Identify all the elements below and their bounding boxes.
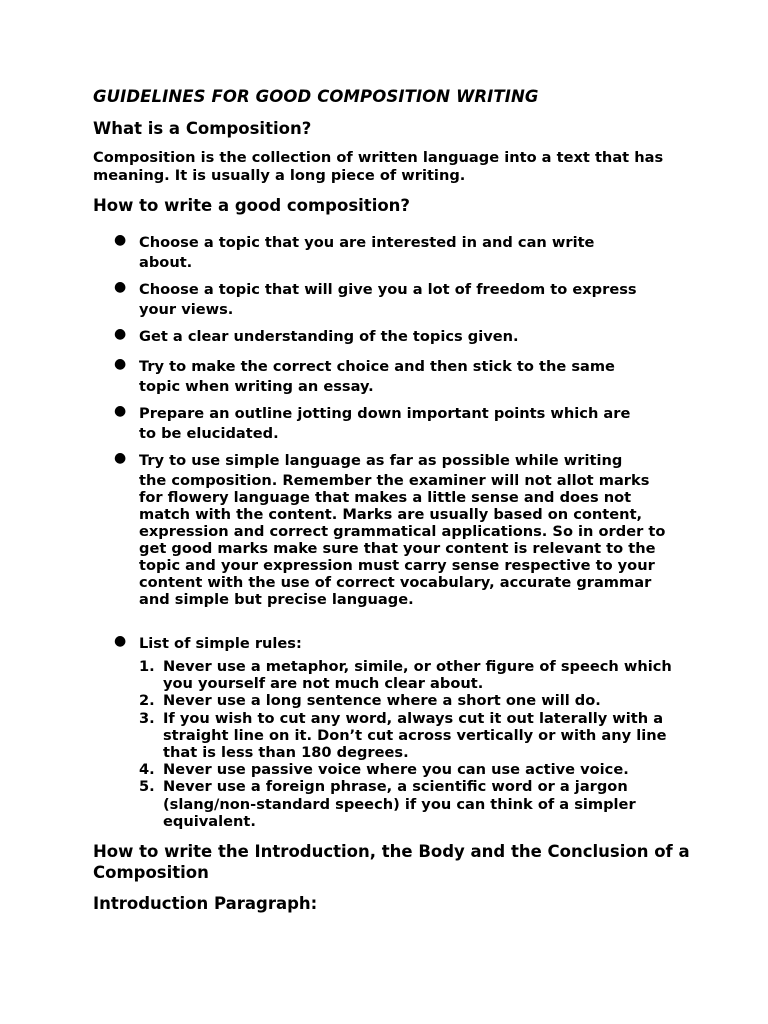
bullet-text: Choose a topic that will give you a lot of freedom to express	[139, 281, 637, 298]
bullet-icon: ●	[114, 450, 127, 466]
bullet-text: Prepare an outline jotting down important points which are	[139, 405, 631, 422]
rule-item	[139, 692, 679, 709]
bullet-text: Try to make the correct choice and then stick to the same	[139, 358, 615, 375]
bullet-item	[114, 633, 674, 655]
bullet-icon: ●	[114, 403, 127, 419]
bullet-icon: ●	[114, 633, 127, 649]
bullet-text: Try to use simple language as far as possible while writing	[139, 452, 623, 469]
bullet-icon: ●	[114, 326, 127, 342]
rule-text: If you wish to cut any word, always cut it out laterally with a straight line on it. Don’t cut across vertically or with any line that is less than 180 degrees.	[163, 709, 667, 762]
bullet-item	[114, 356, 674, 395]
rule-number: 3.	[139, 709, 155, 727]
rule-text: Never use a foreign phrase, a scientific word or a jargon (slang/non-standard speech) if you can think of a simpler equivalent.	[163, 778, 636, 830]
rule-item	[139, 658, 679, 692]
rule-item	[139, 778, 679, 830]
bullet-text-continued: topic when writing an essay.	[139, 378, 374, 395]
bullet-text: Choose a topic that you are interested in and can write	[139, 234, 595, 251]
rule-number: 4.	[139, 761, 155, 779]
heading-intro-body-conclusion: How to write the Introduction, the Body and the Conclusion of a Composition	[93, 842, 690, 882]
bullet-item	[114, 450, 674, 608]
rule-number: 1.	[139, 658, 155, 675]
rule-text: Never use a metaphor, simile, or other figure of speech which you yourself are not much clear about.	[163, 658, 672, 693]
bullet-item	[114, 279, 674, 318]
heading-what-is-composition: What is a Composition?	[93, 119, 312, 138]
bullet-item	[114, 232, 674, 271]
heading-how-to-write: How to write a good composition?	[93, 196, 411, 215]
document-title: GUIDELINES FOR GOOD COMPOSITION WRITING	[93, 87, 539, 106]
bullet-text-continued: the composition. Remember the examiner will not allot marks for flowery language that makes a little sense and does not match with the content. Marks are usually based on content, expression and correct grammatical applications. So in order to get good marks make sure that your content is relevant to the topic and your expression must carry sense respective to your content with the use of correct vocabulary, accurate grammar and simple but precise language.	[139, 472, 666, 608]
bullet-text-continued: about.	[139, 254, 193, 271]
rules-list	[139, 658, 679, 830]
bullet-item	[114, 403, 674, 442]
rule-text: Never use a long sentence where a short one will do.	[163, 692, 601, 710]
heading-introduction-paragraph: Introduction Paragraph:	[93, 894, 318, 913]
rule-text: Never use passive voice where you can use active voice.	[163, 761, 629, 779]
bullet-text-continued: your views.	[139, 301, 234, 318]
bullet-icon: ●	[114, 232, 127, 248]
bullet-icon: ●	[114, 356, 127, 372]
paragraph-definition: Composition is the collection of written language into a text that has meaning. It is usually a long piece of writing.	[93, 149, 664, 184]
bullet-text: Get a clear understanding of the topics given.	[139, 328, 519, 345]
bullet-icon: ●	[114, 279, 127, 295]
bullet-item	[114, 326, 674, 348]
bullet-text: List of simple rules:	[139, 635, 302, 652]
rule-item	[139, 710, 679, 762]
rule-item	[139, 761, 679, 778]
bullet-text-continued: to be elucidated.	[139, 425, 279, 442]
rule-number: 5.	[139, 778, 155, 796]
rule-number: 2.	[139, 692, 155, 710]
